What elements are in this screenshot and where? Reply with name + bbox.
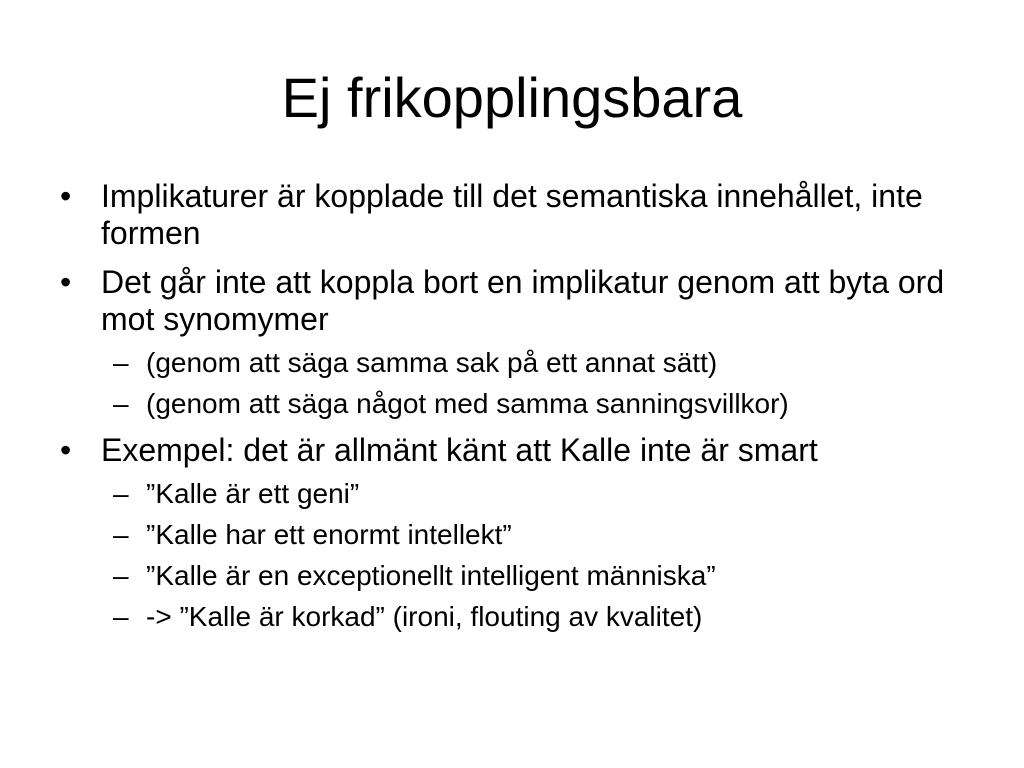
- bullet-text: Det går inte att koppla bort en implikatur genom att byta ord mot synomymer: [101, 264, 945, 337]
- bullet-item: [60, 432, 970, 633]
- dash-marker: –: [113, 601, 129, 632]
- bullet-text: Exempel: det är allmänt känt att Kalle inte är smart: [101, 432, 818, 468]
- sub-bullet-item: [101, 601, 970, 633]
- bullet-item: [60, 178, 970, 252]
- bullet-marker: •: [60, 432, 72, 468]
- sub-bullet-item: [101, 347, 970, 379]
- dash-marker: –: [113, 347, 129, 378]
- bullet-item: [60, 264, 970, 420]
- sub-bullet-text: (genom att säga något med samma sanningsvillkor): [146, 388, 789, 419]
- sub-bullet-list: [101, 478, 970, 633]
- sub-bullet-item: [101, 388, 970, 420]
- bullet-marker: •: [60, 264, 72, 300]
- bullet-list: [60, 178, 970, 645]
- sub-bullet-item: [101, 560, 970, 592]
- bullet-text: Implikaturer är kopplade till det semantiska innehållet, inte formen: [101, 178, 923, 251]
- sub-bullet-text: ”Kalle har ett enormt intellekt”: [146, 519, 512, 550]
- sub-bullet-text: ”Kalle är en exceptionellt intelligent människa”: [146, 560, 716, 591]
- sub-bullet-text: -> ”Kalle är korkad” (ironi, flouting av kvalitet): [146, 601, 703, 632]
- sub-bullet-item: [101, 478, 970, 510]
- sub-bullet-text: ”Kalle är ett geni”: [146, 478, 360, 509]
- slide-title: Ej frikopplingsbara: [281, 66, 743, 129]
- dash-marker: –: [113, 388, 129, 419]
- sub-bullet-item: [101, 519, 970, 551]
- bullet-marker: •: [60, 178, 72, 214]
- sub-bullet-text: (genom att säga samma sak på ett annat sätt): [146, 347, 718, 378]
- sub-bullet-list: [101, 347, 970, 420]
- dash-marker: –: [113, 478, 129, 509]
- dash-marker: –: [113, 519, 129, 550]
- dash-marker: –: [113, 560, 129, 591]
